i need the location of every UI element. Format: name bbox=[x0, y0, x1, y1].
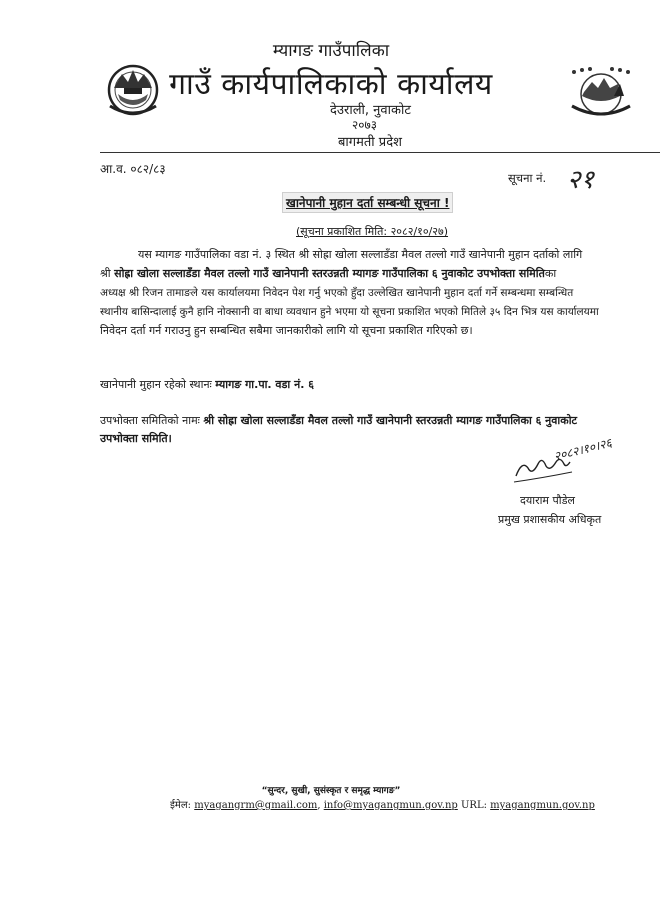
committee-name-line-1 bbox=[100, 413, 577, 428]
body-line-2-suffix: का bbox=[544, 267, 557, 280]
source-location-value: म्यागङ गा.पा. वडा नं. ६ bbox=[215, 378, 314, 391]
body-line-4: स्थानीय बासिन्दालाई कुनै हानि नोक्सानी वा बाधा व्यवधान हुने भएमा यो सूचना प्रकाशित भएको मितिले ३५ दिन भित्र यस कार्यालयमा bbox=[100, 306, 599, 318]
email-link-1[interactable]: myagangrm@gmail.com bbox=[194, 800, 318, 811]
website-link[interactable]: myagangmun.gov.np bbox=[490, 800, 595, 811]
province-name: बागमती प्रदेश bbox=[338, 135, 402, 150]
body-line-1: यस म्यागङ गाउँपालिका वडा नं. ३ स्थित श्री सोह्रा खोला सल्लाडँडा मैवल तल्लो गाउँ खानेपानी मुहान दर्ताको लागि bbox=[138, 248, 583, 261]
body-line-2-prefix: श्री bbox=[100, 267, 115, 280]
signature bbox=[512, 435, 632, 487]
footer-slogan: “सुन्दर, सुखी, सुसंस्कृत र समृद्ध म्यागङ” bbox=[261, 786, 401, 796]
committee-name-line-2 bbox=[100, 431, 172, 446]
municipality-name: म्यागङ गाउँपालिका bbox=[272, 41, 390, 61]
header-divider bbox=[100, 152, 660, 153]
published-date: (सूचना प्रकाशित मिति: २०८२/१०/२७) bbox=[296, 225, 449, 238]
body-line-2 bbox=[100, 265, 556, 283]
body-line-5: निवेदन दर्ता गर्न गराउनु हुन सम्बन्धित सबैमा जानकारीको लागि यो सूचना प्रकाशित गरिएको छ। bbox=[100, 324, 473, 337]
email-link-2[interactable]: info@myagangmun.gov.np bbox=[323, 800, 458, 811]
body-line-2-committee: सोह्रा खोला सल्लाडँडा मैवल तल्लो गाउँ खानेपानी स्तरउन्नती म्यागङ गाउँपालिका ६ नुवाकोट उपभोक्ता समिति bbox=[114, 267, 545, 280]
committee-value-2: उपभोक्ता समिति। bbox=[100, 432, 172, 445]
fiscal-year: आ.व. ०८२/८३ bbox=[100, 162, 166, 176]
committee-label: उपभोक्ता समितिको नामः bbox=[100, 414, 204, 427]
notice-number-handwritten: २१ bbox=[567, 165, 595, 195]
url-label: URL: bbox=[460, 800, 487, 811]
signatory-name: दयाराम पौडेल bbox=[520, 494, 575, 507]
source-location-label: खानेपानी मुहान रहेको स्थानः bbox=[100, 378, 216, 391]
notice-subject: खानेपानी मुहान दर्ता सम्बन्धी सूचना ! bbox=[282, 192, 453, 213]
source-location bbox=[100, 377, 314, 392]
body-line-3: अध्यक्ष श्री रिजन तामाङले यस कार्यालयमा निवेदन पेश गर्नु भएको हुँदा उल्लेखित खानेपानी मुहान दर्ता गर्ने सम्बन्धमा सम्बन्धित bbox=[100, 287, 574, 299]
notice-number-label: सूचना नं. bbox=[508, 171, 547, 185]
footer-contact: ईमेल: myagangrm@gmail.com, info@myagangmun.gov.np URL: myagangmun.gov.np bbox=[170, 800, 595, 811]
email-label: ईमेल: bbox=[170, 800, 192, 811]
office-address: देउराली, नुवाकोट bbox=[330, 103, 411, 118]
committee-value-1: श्री सोह्रा खोला सल्लाडँडा मैवल तल्लो गाउँ खानेपानी स्तरउन्नती म्यागङ गाउँपालिका ६ नुवाकोट bbox=[203, 414, 578, 427]
signatory-title: प्रमुख प्रशासकीय अधिकृत bbox=[498, 513, 602, 526]
office-name: गाउँ कार्यपालिकाको कार्यालय bbox=[169, 67, 493, 102]
signature-date: २०८२।१०।२६ bbox=[552, 435, 614, 464]
established-year: २०७३ bbox=[352, 118, 377, 132]
